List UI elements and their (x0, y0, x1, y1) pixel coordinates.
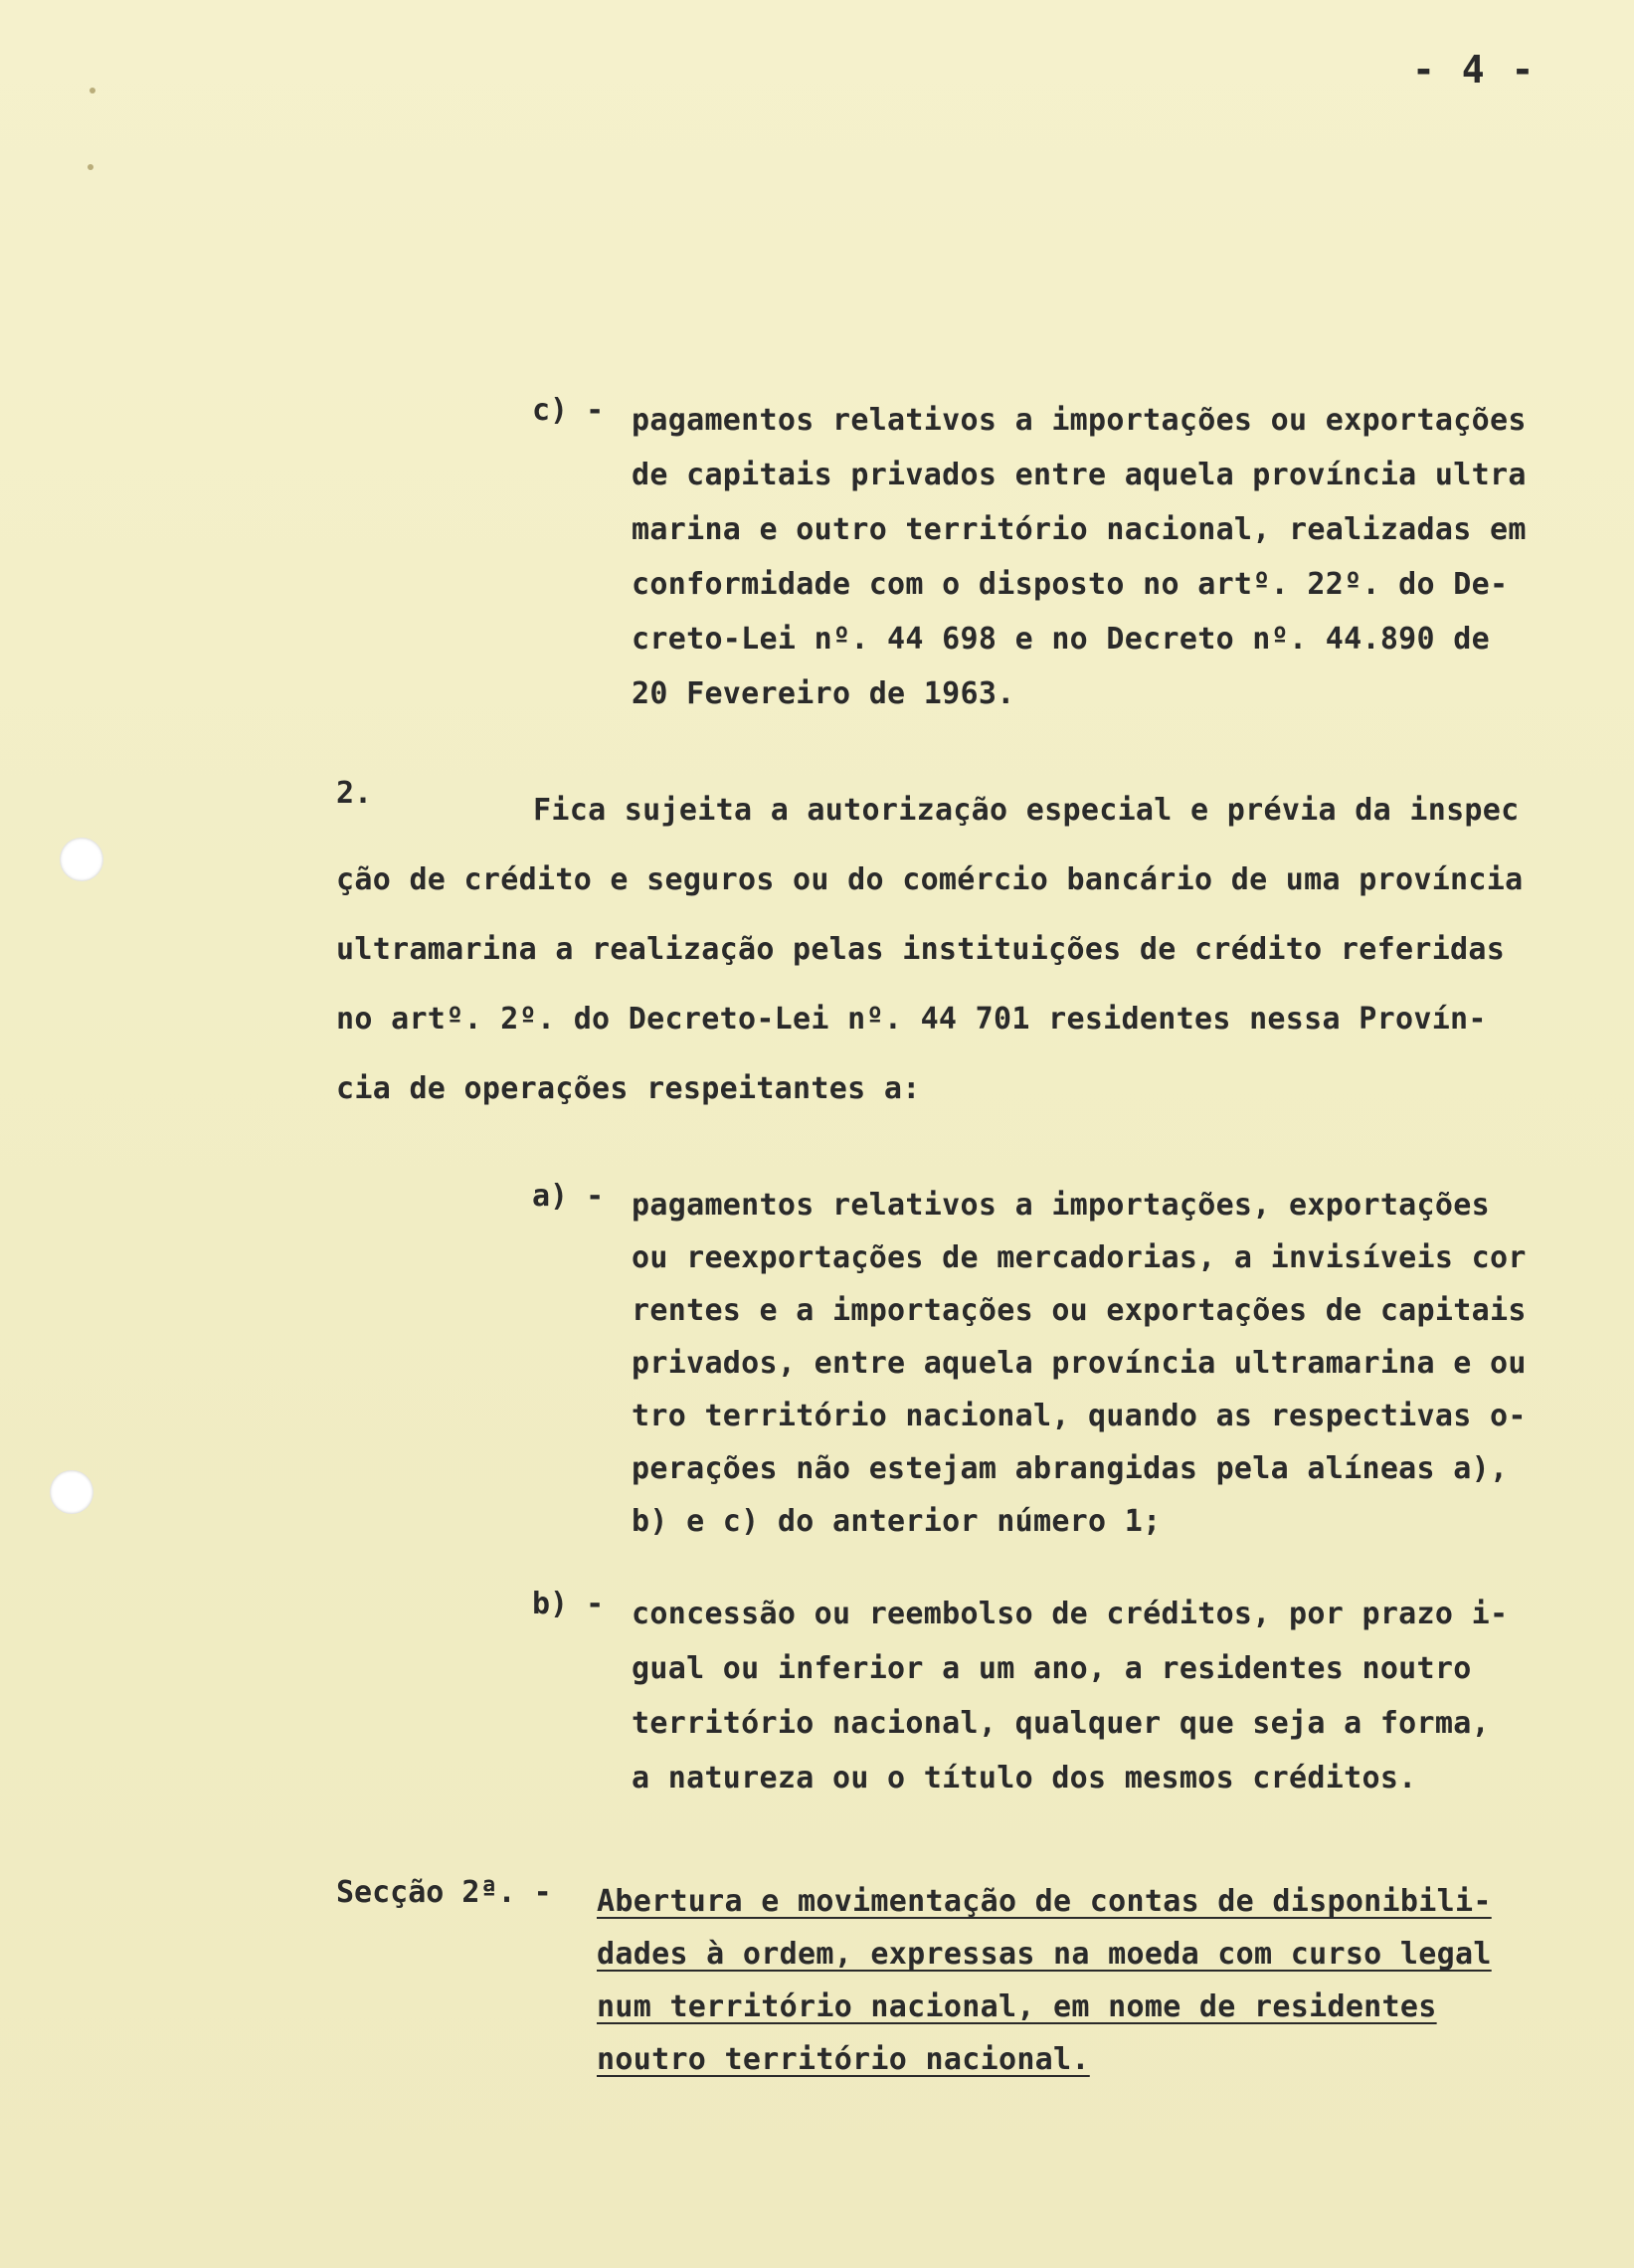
item-a-line: perações não estejam abrangidas pela alíneas a), (632, 1451, 1509, 1486)
paragraph-2-line: ção de crédito e seguros ou do comércio bancário de uma província (336, 862, 1524, 897)
paragraph-2-text (336, 776, 1524, 1124)
section-title-line: Abertura e movimentação de contas de disponibili- (597, 1884, 1492, 1919)
item-b-label: b) - (532, 1587, 605, 1621)
paragraph-2-line: Fica sujeita a autorização especial e prévia da inspec (533, 793, 1520, 828)
paper-speck (88, 164, 93, 170)
item-a-line: ou reexportações de mercadorias, a invisíveis cor (632, 1240, 1527, 1275)
section-title-line: noutro território nacional. (597, 2042, 1090, 2077)
paragraph-2-line: no artº. 2º. do Decreto-Lei nº. 44 701 residentes nessa Provín- (336, 1002, 1487, 1037)
item-b-text (632, 1587, 1508, 1805)
page-number: - 4 - (1412, 48, 1537, 92)
item-b-line: território nacional, qualquer que seja a forma, (632, 1706, 1490, 1741)
paragraph-2-number: 2. (336, 776, 373, 811)
paper-speck (90, 88, 95, 94)
item-a-line: b) e c) do anterior número 1; (632, 1504, 1162, 1539)
item-c-line: 20 Fevereiro de 1963. (632, 676, 1015, 711)
item-a-line: tro território nacional, quando as respectivas o- (632, 1399, 1527, 1433)
section-title-line: num território nacional, em nome de residentes (597, 1989, 1437, 2024)
punch-hole-bottom (50, 1470, 93, 1514)
item-c-text (632, 393, 1527, 721)
item-a-label: a) - (532, 1179, 605, 1214)
section-title-line: dades à ordem, expressas na moeda com curso legal (597, 1937, 1492, 1972)
item-b-line: gual ou inferior a um ano, a residentes noutro (632, 1651, 1472, 1686)
item-c-line: de capitais privados entre aquela província ultra (632, 458, 1527, 492)
item-c-line: conformidade com o disposto no artº. 22º. do De- (632, 567, 1509, 602)
item-b-line: concessão ou reembolso de créditos, por prazo i- (632, 1597, 1509, 1631)
item-c-label: c) - (532, 393, 605, 428)
item-c-line: pagamentos relativos a importações ou exportações (632, 403, 1527, 438)
item-a-text (632, 1179, 1527, 1548)
item-a-line: rentes e a importações ou exportações de capitais (632, 1293, 1527, 1328)
item-c-line: marina e outro território nacional, realizadas em (632, 512, 1527, 547)
section-title (597, 1875, 1492, 2086)
paragraph-2-line: ultramarina a realização pelas instituições de crédito referidas (336, 932, 1506, 967)
item-a-line: privados, entre aquela província ultramarina e ou (632, 1346, 1527, 1381)
paragraph-2-line: cia de operações respeitantes a: (336, 1071, 921, 1106)
item-a-line: pagamentos relativos a importações, exportações (632, 1188, 1490, 1223)
punch-hole-top (60, 838, 103, 881)
item-c-line: creto-Lei nº. 44 698 e no Decreto nº. 44.890 de (632, 622, 1490, 657)
item-b-line: a natureza ou o título dos mesmos créditos. (632, 1761, 1417, 1796)
section-label: Secção 2ª. - (336, 1875, 552, 1910)
